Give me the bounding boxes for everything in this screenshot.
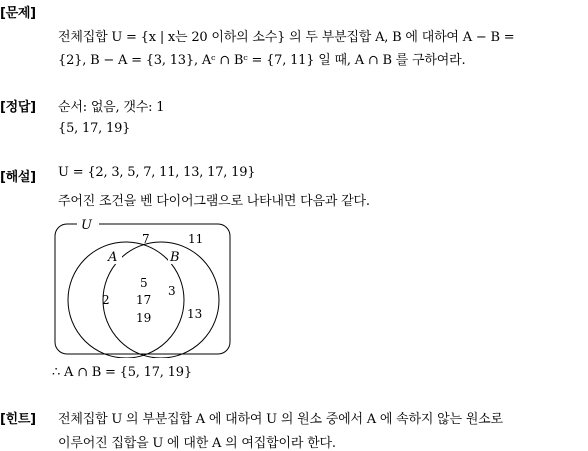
solution-tag: [해설]	[0, 170, 36, 185]
solution-conclusion: ∴ A ∩ B = {5, 17, 19}	[52, 365, 192, 380]
set-b-label: B	[170, 250, 180, 265]
problem-line-2: {2}, B − A = {3, 13}, Aᶜ ∩ Bᶜ = {7, 11} 일 때, A ∩ B 를 구하여라.	[58, 53, 466, 68]
outside-element: 7	[142, 232, 150, 246]
hint-tag: [힌트]	[0, 412, 36, 427]
set-a-label: A	[108, 250, 118, 265]
hint-line-2: 이루어진 집합을 U 에 대한 A 의 여집합이라 한다.	[58, 436, 336, 451]
hint-line-1: 전체집합 U 의 부분집합 A 에 대하여 U 의 원소 중에서 A 에 속하지 않는 원소로	[58, 412, 503, 427]
venn-diagram	[50, 216, 240, 358]
only-a-element: 2	[102, 293, 110, 307]
answer-line-1: 순서: 없음, 갯수: 1	[58, 100, 165, 115]
set-a-circle	[68, 242, 184, 358]
intersection-element: 5	[140, 276, 148, 290]
outside-element: 11	[188, 232, 204, 246]
only-b-element: 3	[168, 284, 176, 298]
solution-line-2: 주어진 조건을 벤 다이어그램으로 나타내면 다음과 같다.	[58, 194, 370, 209]
problem-tag: [문제]	[0, 6, 36, 21]
answer-tag: [정답]	[0, 100, 36, 115]
problem-line-1: 전체집합 U = {x | x는 20 이하의 소수} 의 두 부분집합 A, B 에 대하여 A − B =	[58, 30, 515, 45]
intersection-element: 17	[136, 293, 152, 307]
universe-label: U	[81, 218, 92, 233]
answer-line-2: {5, 17, 19}	[58, 121, 131, 136]
intersection-element: 19	[136, 311, 152, 325]
solution-line-1: U = {2, 3, 5, 7, 11, 13, 17, 19}	[58, 165, 256, 180]
only-b-element: 13	[187, 307, 203, 321]
